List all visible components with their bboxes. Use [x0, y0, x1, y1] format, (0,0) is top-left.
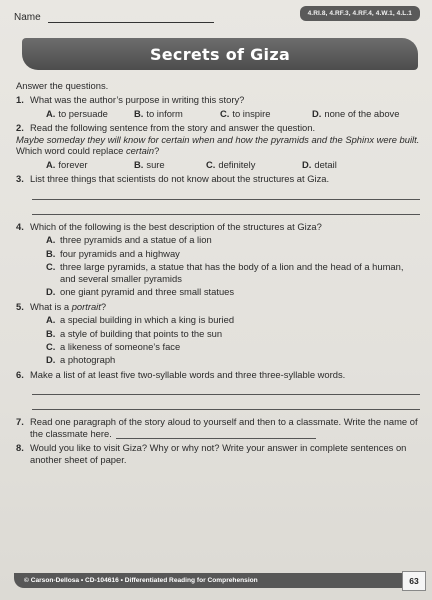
q2-options — [46, 159, 420, 170]
question-text: Read one paragraph of the story aloud to yourself and then to a classmate. Write the name of the classmate here. — [30, 416, 418, 439]
q2-option-c[interactable]: C. definitely — [206, 158, 256, 170]
page-title: Secrets of Giza — [149, 44, 291, 64]
q5-option-c[interactable]: C. a likeness of someone’s face — [46, 340, 181, 352]
question-number: 4. — [16, 220, 24, 232]
q3-answer-line-2[interactable] — [32, 200, 420, 215]
q6-answer-line-1[interactable] — [32, 380, 420, 395]
question-number: 1. — [16, 94, 24, 106]
question-text: Would you like to visit Giza? Why or why not? Write your answer in complete sentences on another sheet of paper. — [30, 442, 407, 465]
standards-badge: 4.RI.8, 4.RF.3, 4.RF.4, 4.W.1, 4.L.1 — [300, 6, 420, 21]
question-number: 2. — [16, 122, 24, 134]
q2-quote: Maybe someday they will know for certain when and how the pyramids and the Sphinx were built. — [16, 133, 420, 145]
question-5 — [16, 301, 420, 312]
q1-option-d[interactable]: D. none of the above — [312, 107, 400, 119]
q2-option-b[interactable]: B. sure — [134, 158, 165, 170]
question-text: Make a list of at least five two-syllable words and three three-syllable words. — [30, 368, 346, 380]
question-8 — [16, 442, 420, 465]
name-label: Name — [14, 12, 41, 23]
question-number: 5. — [16, 300, 24, 312]
footer-credit: © Carson-Dellosa • CD-104616 • Differentiated Reading for Comprehension — [24, 577, 258, 584]
question-text: Which of the following is the best description of the structures at Giza? — [30, 220, 322, 232]
question-number: 6. — [16, 368, 24, 380]
q1-option-a[interactable]: A. to persuade — [46, 107, 108, 119]
q4-option-a[interactable]: A. three pyramids and a statue of a lion — [46, 234, 212, 246]
question-1 — [16, 94, 420, 105]
q5-option-a[interactable]: A. a special building in which a king is buried — [46, 314, 235, 326]
q5-option-b[interactable]: B. a style of building that points to the sun — [46, 327, 223, 339]
question-number: 7. — [16, 416, 24, 428]
question-number: 8. — [16, 442, 24, 454]
q4-option-c[interactable]: C. three large pyramids, a statue that has the body of a lion and the head of a human, and several smaller pyramids — [46, 261, 404, 284]
question-text: List three things that scientists do not know about the structures at Giza. — [30, 173, 330, 185]
question-2 — [16, 122, 420, 133]
q2-prompt: Which word could replace certain? — [16, 145, 160, 157]
q1-option-c[interactable]: C. to inspire — [220, 107, 271, 119]
name-input-line[interactable] — [48, 22, 214, 23]
questions — [16, 80, 420, 465]
q1-option-b[interactable]: B. to inform — [134, 107, 183, 119]
question-6 — [16, 369, 420, 380]
question-3 — [16, 173, 420, 184]
q4-option-b[interactable]: B. four pyramids and a highway — [46, 247, 180, 259]
q5-option-d[interactable]: D. a photograph — [46, 354, 116, 366]
q2-option-d[interactable]: D. detail — [302, 158, 337, 170]
question-text: Read the following sentence from the story and answer the question. — [30, 122, 316, 134]
q1-options — [46, 108, 420, 119]
question-text: What was the author’s purpose in writing this story? — [30, 94, 245, 106]
question-number: 3. — [16, 173, 24, 185]
title-banner — [22, 38, 418, 70]
footer-bar — [14, 573, 416, 588]
q2-option-a[interactable]: A. forever — [46, 158, 88, 170]
q3-answer-line-1[interactable] — [32, 185, 420, 200]
q4-option-d[interactable]: D. one giant pyramid and three small statues — [46, 286, 235, 298]
question-4 — [16, 221, 420, 232]
q7-answer-line[interactable] — [116, 438, 316, 439]
question-text: What is a portrait? — [30, 300, 107, 312]
question-7 — [16, 416, 420, 439]
instructions: Answer the questions. — [16, 80, 109, 91]
q6-answer-line-2[interactable] — [32, 395, 420, 410]
page-number: 63 — [402, 571, 426, 591]
